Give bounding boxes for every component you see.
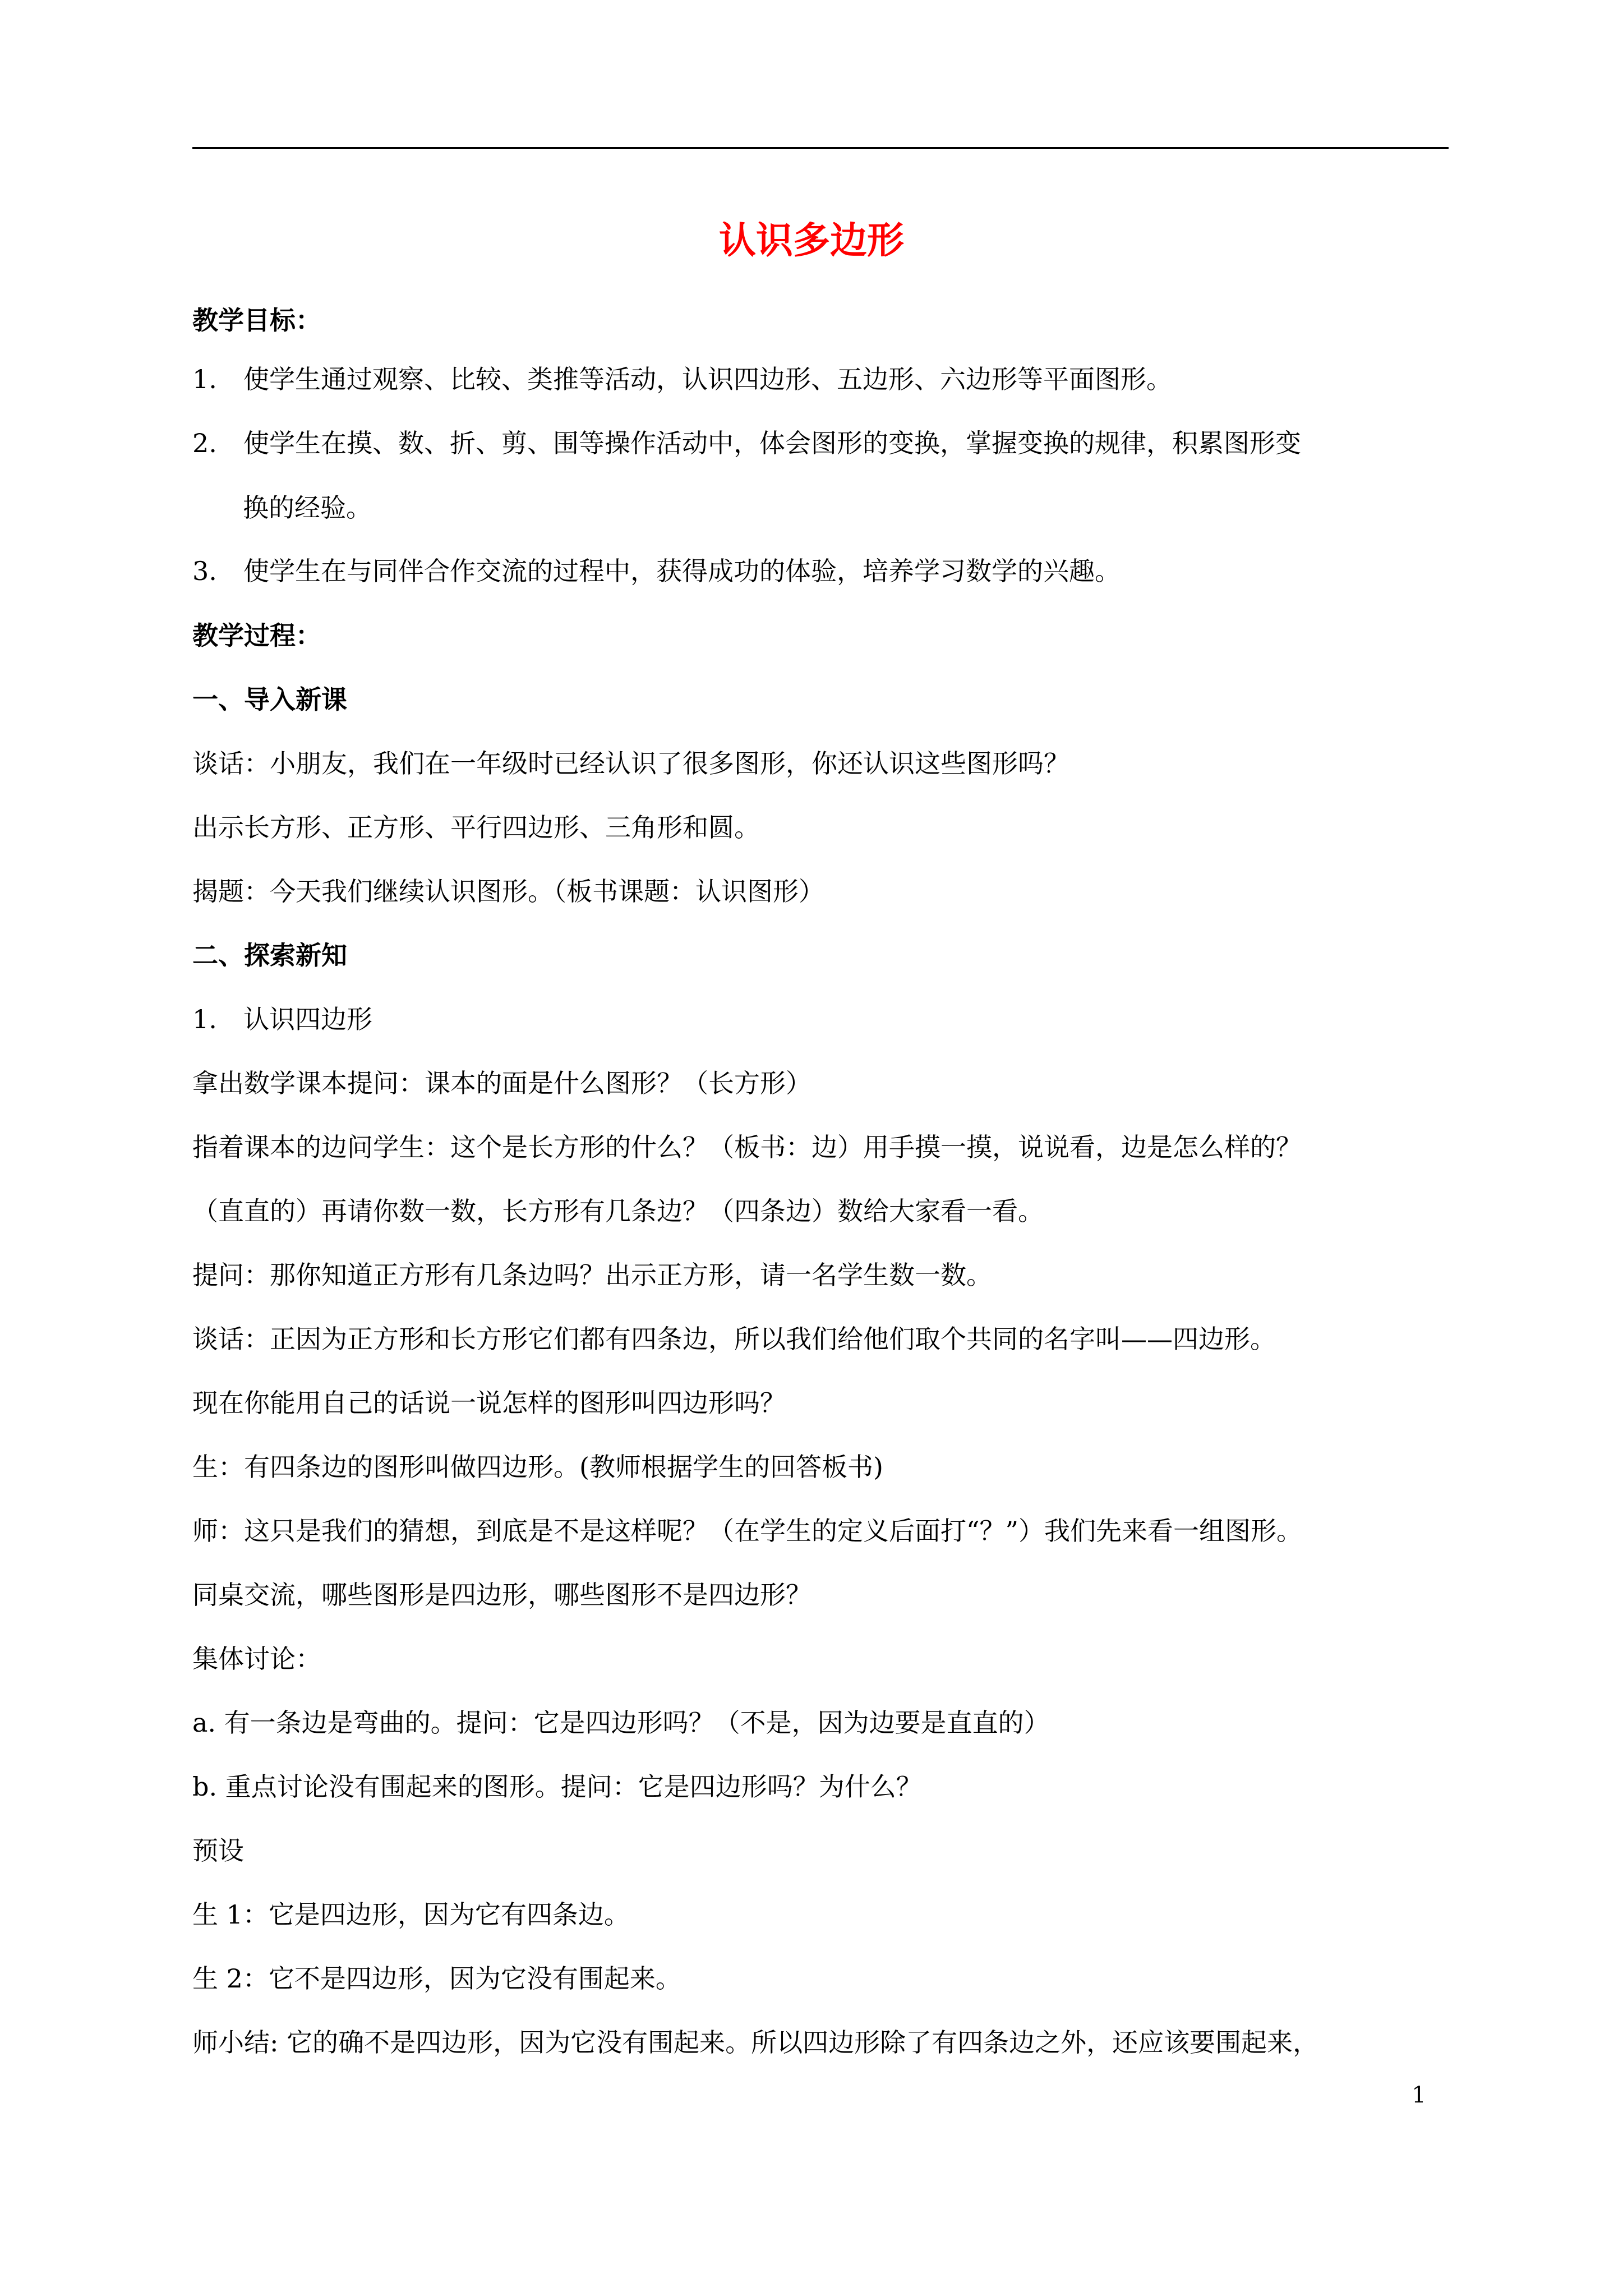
header-rule <box>192 147 1449 149</box>
section-2-subheading <box>192 997 372 1042</box>
section-2-line: 集体讨论： <box>192 1644 321 1674</box>
process-heading: 教学过程： <box>192 620 321 651</box>
page-title: 认识多边形 <box>719 218 904 262</box>
objective-number: 3. <box>192 556 217 586</box>
section-2-line: 生 1：它是四边形，因为它有四条边。 <box>192 1899 630 1930</box>
section-2-line: 同桌交流，哪些图形是四边形，哪些图形不是四边形？ <box>192 1580 811 1610</box>
section-2-line: b. 重点讨论没有围起来的图形。提问：它是四边形吗？为什么？ <box>192 1772 922 1802</box>
objective-text: 使学生通过观察、比较、类推等活动，认识四边形、五边形、六边形等平面图形。 <box>243 364 1172 394</box>
objective-number: 1. <box>192 364 217 394</box>
section-2-line: 拿出数学课本提问：课本的面是什么图形？（长方形） <box>192 1068 811 1098</box>
section-1-heading: 一、导入新课 <box>192 684 347 715</box>
section-2-line: 提问：那你知道正方形有几条边吗？出示正方形，请一名学生数一数。 <box>192 1260 992 1290</box>
section-1-line: 出示长方形、正方形、平行四边形、三角形和圆。 <box>192 812 760 843</box>
section-1-line: 谈话：小朋友，我们在一年级时已经认识了很多图形，你还认识这些图形吗？ <box>192 748 1069 779</box>
section-2-line: 预设 <box>192 1835 244 1866</box>
objective-item-3 <box>192 549 1121 593</box>
section-2-line: 师小结: 它的确不是四边形，因为它没有围起来。所以四边形除了有四条边之外，还应该要围起来， <box>192 2027 1319 2058</box>
section-2-line: 师：这只是我们的猜想，到底是不是这样呢？（在学生的定义后面打“？”）我们先来看一组图形。 <box>192 1516 1303 1546</box>
objective-item-2 <box>192 421 1301 466</box>
section-2-heading: 二、探索新知 <box>192 940 347 970</box>
objectives-heading: 教学目标： <box>192 305 321 335</box>
subheading-text: 认识四边形 <box>243 1004 372 1034</box>
section-2-line: 生 2：它不是四边形，因为它没有围起来。 <box>192 1963 681 1994</box>
section-2-line: （直直的）再请你数一数，长方形有几条边？（四条边）数给大家看一看。 <box>192 1196 1044 1226</box>
objective-text: 使学生在摸、数、折、剪、围等操作活动中，体会图形的变换，掌握变换的规律，积累图形变 <box>243 428 1301 458</box>
objective-number: 2. <box>192 428 217 458</box>
section-2-line: 谈话：正因为正方形和长方形它们都有四条边，所以我们给他们取个共同的名字叫——四边形。 <box>192 1324 1276 1354</box>
objective-item-2-continuation: 换的经验。 <box>243 493 372 523</box>
objective-text: 使学生在与同伴合作交流的过程中，获得成功的体验，培养学习数学的兴趣。 <box>243 556 1121 586</box>
section-1-line: 揭题：今天我们继续认识图形。（板书课题：认识图形） <box>192 876 824 907</box>
page-number: 1 <box>1412 2082 1426 2108</box>
objective-item-1 <box>192 357 1172 402</box>
section-2-line: a. 有一条边是弯曲的。提问：它是四边形吗？（不是，因为边要是直直的） <box>192 1708 1050 1738</box>
section-2-line: 现在你能用自己的话说一说怎样的图形叫四边形吗？ <box>192 1388 786 1418</box>
section-2-line: 指着课本的边问学生：这个是长方形的什么？（板书：边）用手摸一摸，说说看，边是怎么样的？ <box>192 1132 1302 1162</box>
subheading-number: 1. <box>192 1004 217 1034</box>
section-2-line: 生：有四条边的图形叫做四边形。(教师根据学生的回答板书) <box>192 1452 883 1482</box>
